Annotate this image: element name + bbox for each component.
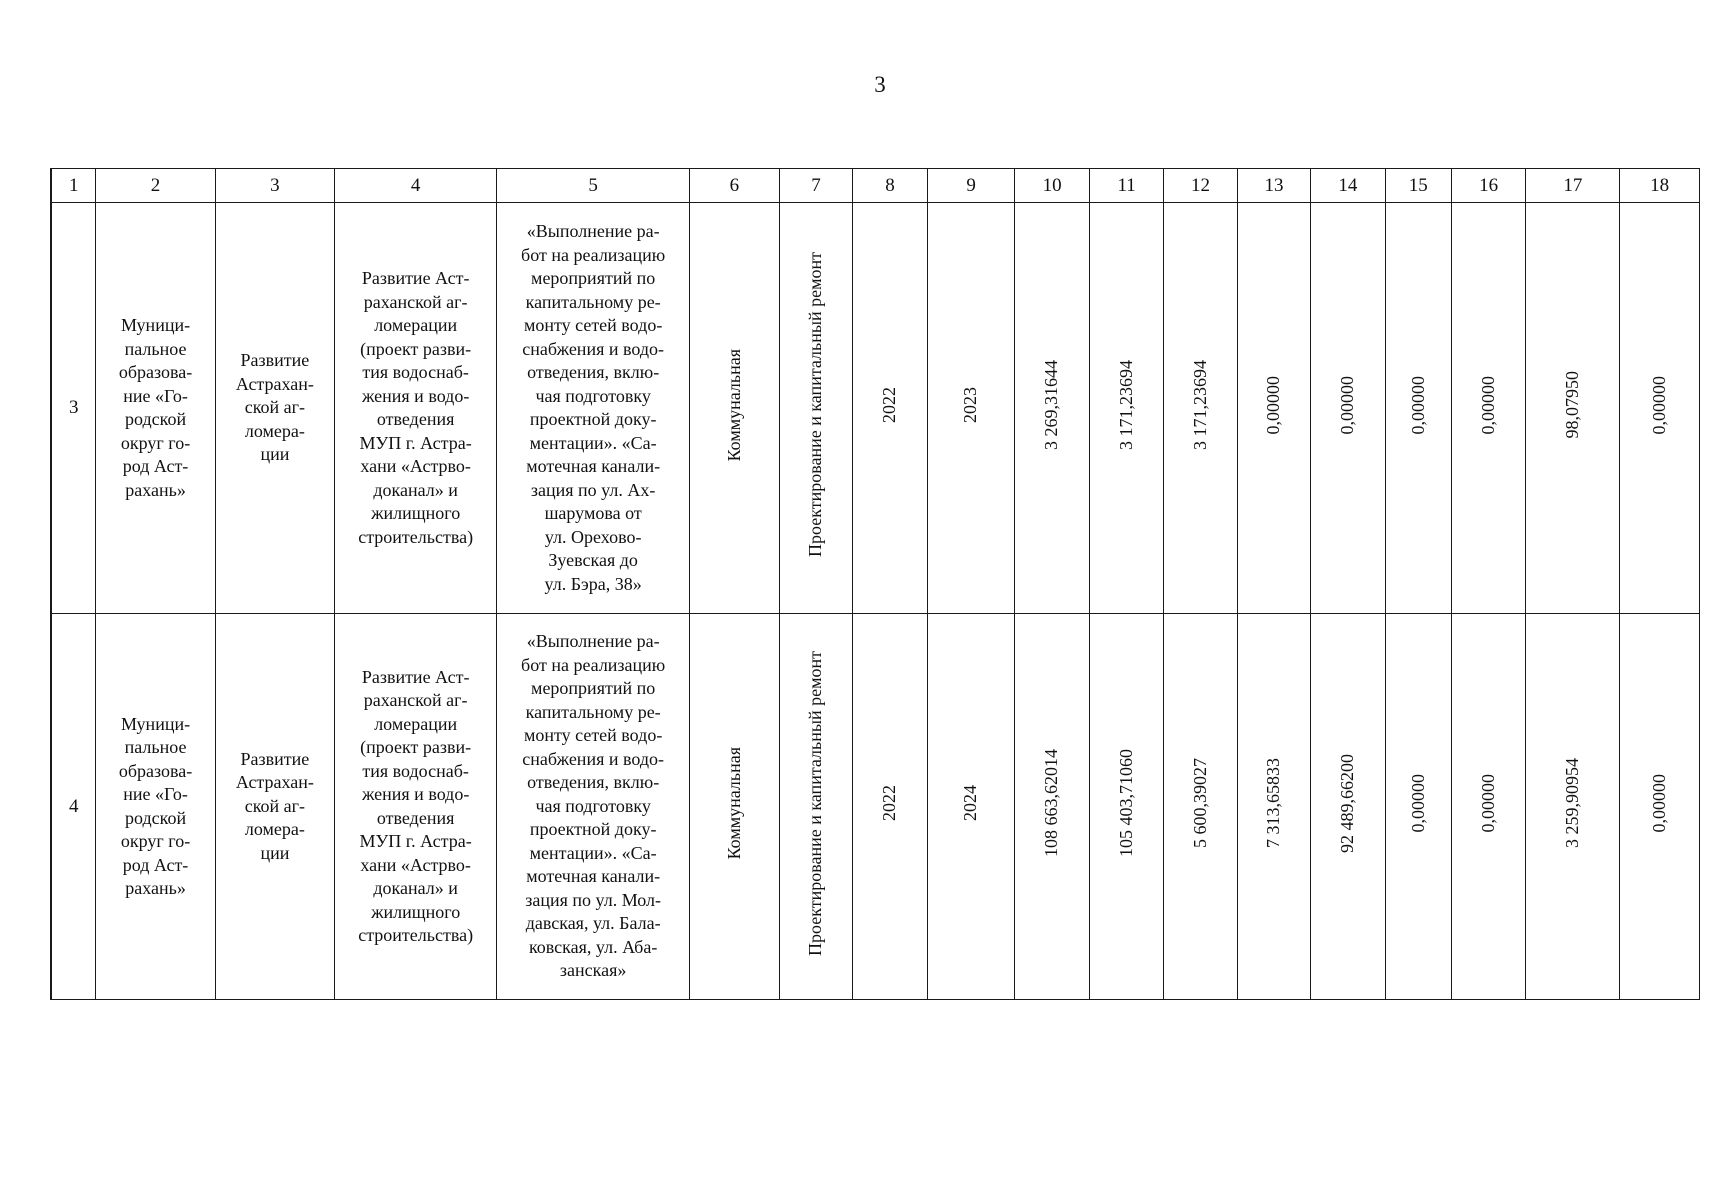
header-col-1: 1: [51, 169, 96, 203]
header-col-14: 14: [1311, 169, 1385, 203]
program-text: Развитие Астрахан- ской аг- ломера- ции: [235, 350, 314, 465]
value-cell-13: [1237, 614, 1310, 1000]
value-cell-17: [1526, 614, 1620, 1000]
header-col-6: 6: [690, 169, 780, 203]
program-cell: [215, 203, 334, 614]
row-number-cell: [51, 203, 96, 614]
project-text: Развитие Аст- раханской аг- ломерации (проект разви- тия водоснаб- жения и водо- отведения МУП г. Астра- хани «Астрво- доканал» и жилищного строительства): [358, 666, 474, 945]
header-col-9: 9: [927, 169, 1015, 203]
start-year-cell: [853, 203, 927, 614]
value-cell-11: [1089, 614, 1163, 1000]
value-cell-12: [1164, 614, 1237, 1000]
object-text: «Выполнение ра- бот на реализацию мероприятий по капитальному ре- монту сетей водо- снабжения и водо- отведения, вклю- чая подготовку проектной доку- ментации». «Са- мотечная канали- зация по ул. Ах- шарумова от ул. Орехово- Зуевская до ул. Бэра, 38»: [521, 221, 666, 594]
value-col-15: 0,00000: [1407, 774, 1428, 833]
value-col-10: 108 663,62014: [1041, 749, 1062, 858]
header-col-7: 7: [779, 169, 852, 203]
value-col-18: 0,00000: [1648, 375, 1669, 434]
value-col-11: 3 171,23694: [1115, 359, 1136, 450]
start-year-cell: [853, 614, 927, 1000]
value-cell-15: [1385, 203, 1451, 614]
header-row: [51, 169, 1700, 203]
header-col-18: 18: [1620, 169, 1700, 203]
value-col-12: 3 171,23694: [1189, 359, 1210, 450]
object-cell: [497, 203, 690, 614]
value-cell-14: [1311, 614, 1385, 1000]
header-col-2: 2: [96, 169, 215, 203]
value-cell-11: [1089, 203, 1163, 614]
ownership-cell: [690, 203, 780, 614]
header-col-8: 8: [853, 169, 927, 203]
value-cell-14: [1311, 203, 1385, 614]
row-number-cell: [51, 614, 96, 1000]
start-year-text: 2022: [879, 785, 900, 822]
table-row: [51, 614, 1700, 1000]
end-year-text: 2023: [960, 386, 981, 423]
ownership-text: Коммунальная: [723, 747, 744, 860]
value-cell-15: [1385, 614, 1451, 1000]
value-cell-10: [1015, 203, 1089, 614]
work-type-text: Проектирование и капитальный ремонт: [805, 650, 826, 956]
end-year-cell: [927, 203, 1015, 614]
project-cell: [335, 614, 497, 1000]
value-cell-16: [1451, 614, 1525, 1000]
value-cell-18: [1620, 203, 1700, 614]
program-text: Развитие Астрахан- ской аг- ломера- ции: [235, 748, 314, 863]
value-col-13: 0,00000: [1263, 375, 1284, 434]
value-col-16: 0,00000: [1477, 375, 1498, 434]
project-text: Развитие Аст- раханской аг- ломерации (проект разви- тия водоснаб- жения и водо- отведения МУП г. Астра- хани «Астрво- доканал» и жилищного строительства): [358, 268, 474, 547]
work-type-cell: [779, 203, 852, 614]
header-col-10: 10: [1015, 169, 1089, 203]
value-cell-18: [1620, 614, 1700, 1000]
value-col-11: 105 403,71060: [1115, 749, 1136, 858]
municipality-cell: [96, 614, 215, 1000]
header-col-3: 3: [215, 169, 334, 203]
table-row: [51, 203, 1700, 614]
object-text: «Выполнение ра- бот на реализацию мероприятий по капитальному ре- монту сетей водо- снабжения и водо- отведения, вклю- чая подготовку проектной доку- ментации». «Са- мотечная канали- зация по ул. Мол- давская, ул. Бала- ковская, ул. Аба- занская»: [521, 631, 666, 981]
municipality-text: Муници- пальное образова- ние «Го- родской округ го- род Аст- рахань»: [118, 315, 193, 500]
row-number: 4: [68, 795, 79, 817]
project-cell: [335, 203, 497, 614]
object-cell: [497, 614, 690, 1000]
program-cell: [215, 614, 334, 1000]
value-cell-13: [1237, 203, 1310, 614]
value-col-12: 5 600,39027: [1189, 758, 1210, 849]
page-number: 3: [874, 72, 886, 97]
value-cell-10: [1015, 614, 1089, 1000]
municipality-text: Муници- пальное образова- ние «Го- родской округ го- род Аст- рахань»: [118, 713, 193, 898]
value-col-14: 92 489,66200: [1337, 753, 1358, 853]
value-cell-17: [1526, 203, 1620, 614]
value-col-14: 0,00000: [1337, 375, 1358, 434]
value-col-17: 98,07950: [1562, 371, 1583, 439]
end-year-text: 2024: [960, 785, 981, 822]
ownership-cell: [690, 614, 780, 1000]
value-col-18: 0,00000: [1648, 774, 1669, 833]
header-col-5: 5: [497, 169, 690, 203]
ownership-text: Коммунальная: [723, 348, 744, 461]
end-year-cell: [927, 614, 1015, 1000]
value-cell-12: [1164, 203, 1237, 614]
value-col-17: 3 259,90954: [1562, 758, 1583, 849]
value-col-10: 3 269,31644: [1041, 359, 1062, 450]
work-type-cell: [779, 614, 852, 1000]
value-col-15: 0,00000: [1407, 375, 1428, 434]
data-table: [50, 168, 1700, 1000]
start-year-text: 2022: [879, 386, 900, 423]
value-cell-16: [1451, 203, 1525, 614]
header-col-16: 16: [1451, 169, 1525, 203]
row-number: 3: [68, 397, 79, 419]
header-col-12: 12: [1164, 169, 1237, 203]
header-col-15: 15: [1385, 169, 1451, 203]
work-type-text: Проектирование и капитальный ремонт: [805, 252, 826, 558]
header-col-17: 17: [1526, 169, 1620, 203]
header-col-4: 4: [335, 169, 497, 203]
value-col-13: 7 313,65833: [1263, 758, 1284, 849]
header-col-13: 13: [1237, 169, 1310, 203]
header-col-11: 11: [1089, 169, 1163, 203]
value-col-16: 0,00000: [1477, 774, 1498, 833]
municipality-cell: [96, 203, 215, 614]
